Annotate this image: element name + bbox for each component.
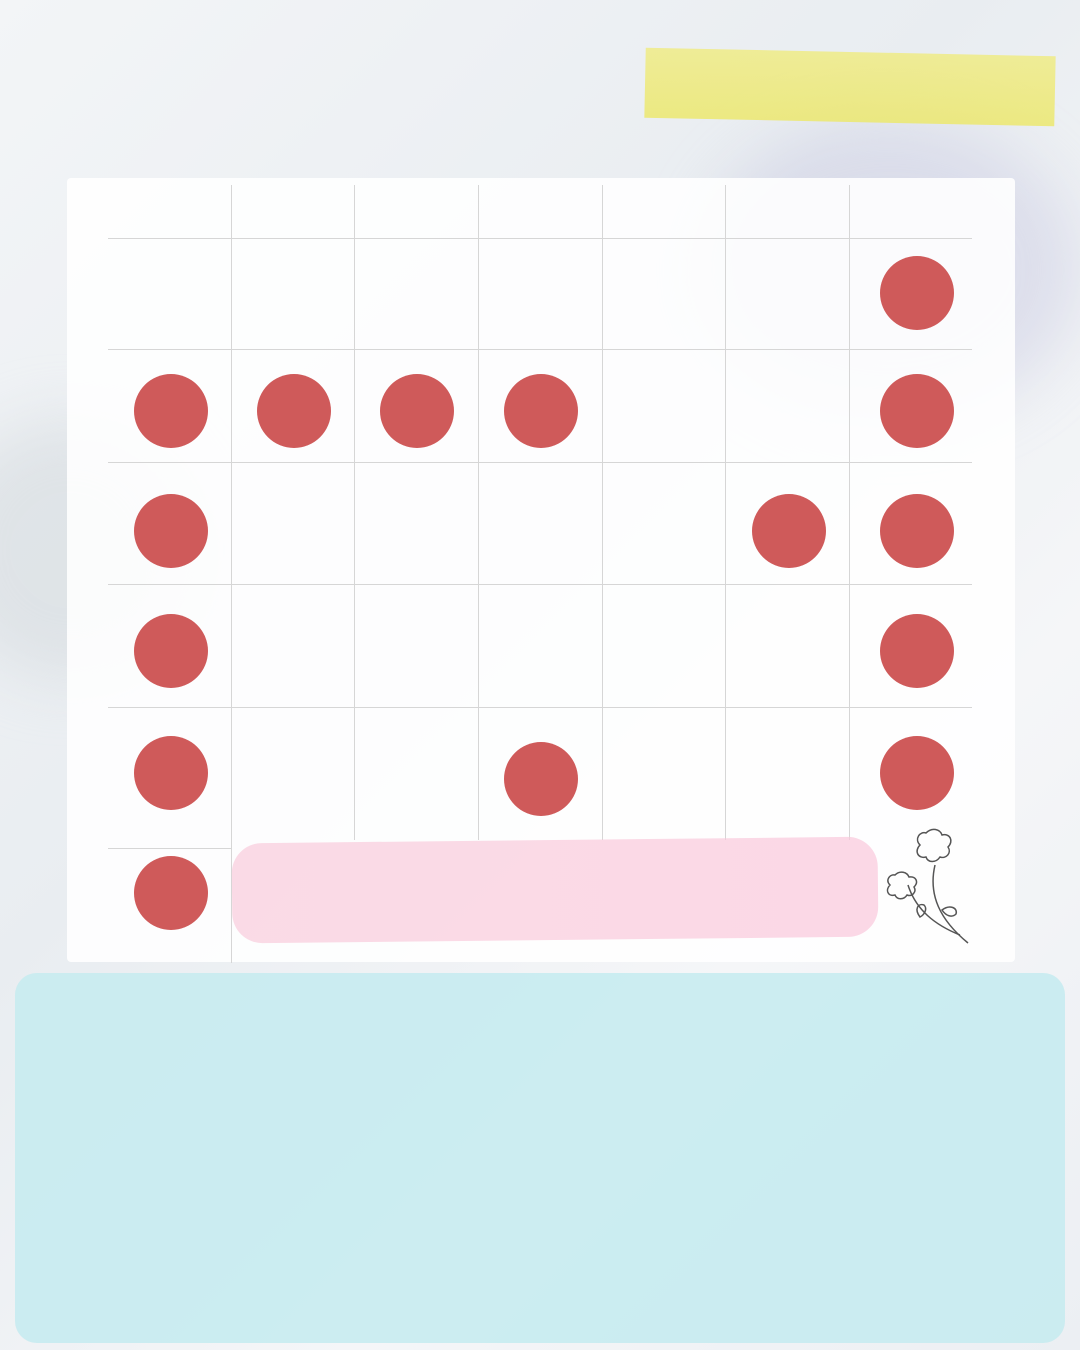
notes-highlight xyxy=(231,837,878,944)
grid-line xyxy=(478,185,479,840)
grid-line xyxy=(108,349,972,350)
org-highlight xyxy=(644,48,1055,127)
carnation-illustration-icon xyxy=(880,825,980,950)
closed-badge xyxy=(257,374,331,448)
grid-line xyxy=(108,238,972,239)
closed-badge xyxy=(880,374,954,448)
grid-line xyxy=(602,185,603,840)
grid-line xyxy=(108,584,972,585)
closed-badge xyxy=(880,736,954,810)
grid-line xyxy=(725,185,726,840)
closed-badge xyxy=(134,614,208,688)
closed-badge xyxy=(880,494,954,568)
closed-badge xyxy=(380,374,454,448)
grid-line xyxy=(354,185,355,840)
closed-badge xyxy=(134,856,208,930)
closed-badge xyxy=(504,374,578,448)
closed-badge xyxy=(504,742,578,816)
grid-line xyxy=(231,185,232,963)
closed-badge xyxy=(880,256,954,330)
grid-line xyxy=(849,185,850,840)
closed-badge xyxy=(134,374,208,448)
info-panel xyxy=(15,973,1065,1343)
closed-badge xyxy=(880,614,954,688)
closed-badge xyxy=(134,494,208,568)
closed-badge xyxy=(134,736,208,810)
grid-line xyxy=(108,707,972,708)
grid-line xyxy=(108,848,232,849)
grid-line xyxy=(108,462,972,463)
closed-badge xyxy=(752,494,826,568)
